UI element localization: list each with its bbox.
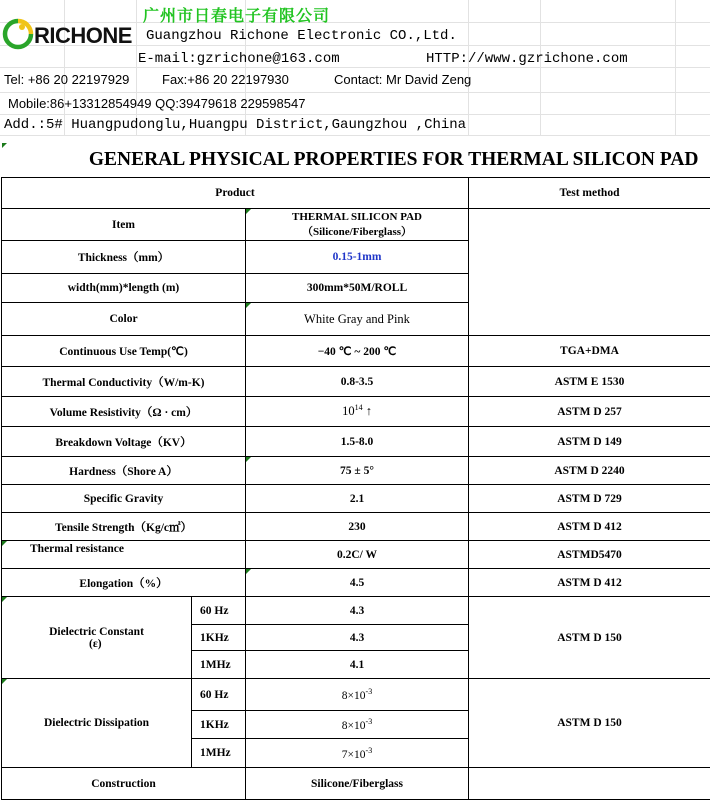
contact-person: Contact: Mr David Zeng	[334, 72, 471, 87]
table-row-method: ASTMD5470	[469, 541, 710, 569]
table-row-value: 4.1	[246, 651, 469, 679]
table-row-method: ASTM D 412	[469, 513, 710, 541]
table-row-value: 2.1	[246, 485, 469, 513]
table-row-method: ASTM D 729	[469, 485, 710, 513]
table-row-value: 230	[246, 513, 469, 541]
frequency-label: 1KHz	[192, 625, 246, 651]
test-method-blank	[469, 209, 710, 336]
table-row-item: Thermal Conductivity（W/m-K)	[2, 367, 246, 397]
table-row-item: Thermal resistance	[2, 541, 246, 569]
table-row-value: 0.15-1mm	[246, 241, 469, 274]
table-row-value: $8\times 10^{-3}$	[246, 679, 469, 711]
construction-value: Silicone/Fiberglass	[246, 768, 469, 800]
dielectric-dissipation-method: ASTM D 150	[469, 679, 710, 768]
table-row-method: TGA+DMA	[469, 336, 710, 367]
frequency-label: 1KHz	[192, 711, 246, 739]
table-row-item: Continuous Use Temp(℃)	[2, 336, 246, 367]
gridline	[675, 0, 676, 136]
table-row-value: 4.3	[246, 625, 469, 651]
telephone: Tel: +86 20 22197929	[4, 72, 129, 87]
frequency-label: 1MHz	[192, 739, 246, 768]
table-row-value: $8\times 10^{-3}$	[246, 711, 469, 739]
mobile-qq: Mobile:86+13312854949 QQ:39479618 229598547	[8, 96, 305, 111]
table-row-value: 4.5	[246, 569, 469, 597]
table-row-value: −40 ℃ ~ 200 ℃	[246, 336, 469, 367]
table-row-method: ASTM D 2240	[469, 457, 710, 485]
table-row-value: 75 ± 5°	[246, 457, 469, 485]
table-row-item: Volume Resistivity（Ω · cm）	[2, 397, 246, 427]
gridline	[0, 114, 710, 115]
email: E-mail:gzrichone@163.com	[138, 51, 340, 67]
construction-method	[469, 768, 710, 800]
logo-ring-icon	[2, 18, 34, 50]
construction-label: Construction	[2, 768, 246, 800]
frequency-label: 60 Hz	[192, 597, 246, 625]
gridline	[0, 135, 710, 136]
gridline	[468, 0, 469, 136]
product-name: THERMAL SILICON PAD（Silicone/Fiberglass）	[246, 209, 469, 241]
frequency-label: 60 Hz	[192, 679, 246, 711]
table-row-method: ASTM D 149	[469, 427, 710, 457]
address: Add.:5# Huangpudonglu,Huangpu District,Gaungzhou ,China	[4, 117, 466, 133]
table-row-item: Breakdown Voltage（KV）	[2, 427, 246, 457]
table-row-value: 4.3	[246, 597, 469, 625]
table-row-item: Specific Gravity	[2, 485, 246, 513]
website-link[interactable]: HTTP://www.gzrichone.com	[426, 51, 628, 67]
table-row-item: Hardness（Shore A）	[2, 457, 246, 485]
table-title: GENERAL PHYSICAL PROPERTIES FOR THERMAL SILICON PAD	[2, 143, 710, 178]
gridline	[0, 67, 710, 68]
item-header: Item	[2, 209, 246, 241]
dielectric-constant-label: Dielectric Constant (ε)	[2, 597, 192, 679]
table-row-value: $7\times 10^{-3}$	[246, 739, 469, 768]
table-row-value: 1.5-8.0	[246, 427, 469, 457]
dielectric-dissipation-label: Dielectric Dissipation	[2, 679, 192, 768]
table-row-value: 0.2C/ W	[246, 541, 469, 569]
table-row-item: Color	[2, 303, 246, 336]
properties-table	[1, 143, 710, 800]
gridline	[540, 0, 541, 136]
company-logo	[2, 14, 132, 54]
fax: Fax:+86 20 22197930	[162, 72, 289, 87]
table-row-value: White Gray and Pink	[246, 303, 469, 336]
company-name-chinese: 广州市日春电子有限公司	[143, 3, 330, 26]
table-row-method: ASTM E 1530	[469, 367, 710, 397]
table-row-item: Tensile Strength（Kg/c㎡）	[2, 513, 246, 541]
company-name-english: Guangzhou Richone Electronic CO.,Ltd.	[146, 28, 457, 44]
frequency-label: 1MHz	[192, 651, 246, 679]
logo-text: RICHONE	[34, 23, 132, 49]
table-row-value: 0.8-3.5	[246, 367, 469, 397]
table-row-value: $10^{14}$ ↑	[246, 397, 469, 427]
table-row-method: ASTM D 257	[469, 397, 710, 427]
dielectric-constant-method: ASTM D 150	[469, 597, 710, 679]
table-row-value: 300mm*50M/ROLL	[246, 274, 469, 303]
gridline	[136, 0, 137, 136]
test-method-header: Test method	[469, 178, 710, 209]
table-row-item: Elongation（%）	[2, 569, 246, 597]
table-row-item: width(mm)*length (m)	[2, 274, 246, 303]
product-header: Product	[2, 178, 469, 209]
table-row-method: ASTM D 412	[469, 569, 710, 597]
table-row-item: Thickness（mm）	[2, 241, 246, 274]
gridline	[0, 92, 710, 93]
